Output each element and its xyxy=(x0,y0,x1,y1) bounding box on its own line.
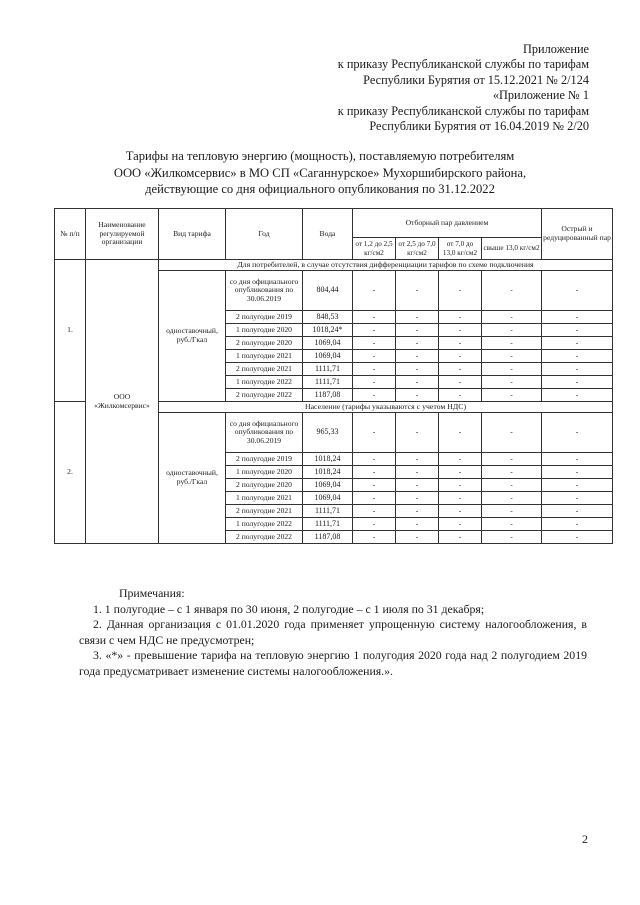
period-cell: 2 полугодие 2020 xyxy=(226,479,303,492)
water-value: 965,33 xyxy=(303,413,353,453)
water-value: 1069,04 xyxy=(303,337,353,350)
empty-value-cell: - xyxy=(396,531,439,544)
section-num: 1. xyxy=(55,260,86,402)
header-steam: Отборный пар давлением xyxy=(353,209,542,238)
water-value: 1018,24* xyxy=(303,324,353,337)
notes-title: Примечания: xyxy=(119,586,185,600)
empty-value-cell: - xyxy=(396,324,439,337)
empty-value-cell: - xyxy=(439,350,482,363)
empty-value-cell: - xyxy=(396,413,439,453)
empty-value-cell: - xyxy=(353,505,396,518)
empty-value-cell: - xyxy=(396,518,439,531)
water-value: 1111,71 xyxy=(303,505,353,518)
water-value: 1069,04 xyxy=(303,479,353,492)
empty-value-cell: - xyxy=(439,311,482,324)
period-cell: 1 полугодие 2020 xyxy=(226,324,303,337)
header-water: Вода xyxy=(303,209,353,260)
empty-value-cell: - xyxy=(542,311,613,324)
empty-value-cell: - xyxy=(353,531,396,544)
empty-value-cell: - xyxy=(353,363,396,376)
empty-value-cell: - xyxy=(396,350,439,363)
notes xyxy=(79,586,587,680)
period-cell: со дня официального опубликования по 30.06.2019 xyxy=(226,413,303,453)
empty-value-cell: - xyxy=(353,337,396,350)
empty-value-cell: - xyxy=(353,350,396,363)
empty-value-cell: - xyxy=(482,350,542,363)
empty-value-cell: - xyxy=(353,376,396,389)
period-cell: 2 полугодие 2021 xyxy=(226,505,303,518)
water-value: 1187,08 xyxy=(303,531,353,544)
document-header xyxy=(229,42,589,134)
header-steam-sub: свыше 13,0 кг/см2 xyxy=(482,238,542,260)
header-year: Год xyxy=(226,209,303,260)
header-steam-sub: от 1,2 до 2,5 кг/см2 xyxy=(353,238,396,260)
organization-name: ООО «Жилкомсервис» xyxy=(86,260,159,544)
period-cell: 2 полугодие 2019 xyxy=(226,311,303,324)
empty-value-cell: - xyxy=(396,505,439,518)
empty-value-cell: - xyxy=(542,413,613,453)
empty-value-cell: - xyxy=(542,389,613,402)
section-num: 2. xyxy=(55,402,86,544)
note-item: 3. «*» - превышение тарифа на тепловую энергию 1 полугодия 2020 года над 2 полугодием 2019 года предусматривает изменение системы налогообложения.». xyxy=(79,648,587,678)
page-number: 2 xyxy=(582,832,588,846)
empty-value-cell: - xyxy=(482,492,542,505)
header-line: Республики Бурятия от 15.12.2021 № 2/124 xyxy=(363,72,589,87)
empty-value-cell: - xyxy=(439,479,482,492)
empty-value-cell: - xyxy=(439,466,482,479)
empty-value-cell: - xyxy=(482,324,542,337)
header-organization: Наименование регулируемой организации xyxy=(86,209,159,260)
empty-value-cell: - xyxy=(396,376,439,389)
empty-value-cell: - xyxy=(482,466,542,479)
empty-value-cell: - xyxy=(439,363,482,376)
empty-value-cell: - xyxy=(353,518,396,531)
empty-value-cell: - xyxy=(482,479,542,492)
empty-value-cell: - xyxy=(439,505,482,518)
empty-value-cell: - xyxy=(439,324,482,337)
period-cell: 1 полугодие 2022 xyxy=(226,376,303,389)
water-value: 1069,04 xyxy=(303,350,353,363)
header-steam-sub: от 2,5 до 7,0 кг/см2 xyxy=(396,238,439,260)
header-steam-sub: от 7,0 до 13,0 кг/см2 xyxy=(439,238,482,260)
section-caption: Население (тарифы указываются с учетом НДС) xyxy=(159,402,613,413)
empty-value-cell: - xyxy=(353,466,396,479)
period-cell: 2 полугодие 2020 xyxy=(226,337,303,350)
tariff-table xyxy=(54,208,613,544)
title-line: ООО «Жилкомсервис» в МО СП «Саганнурское» Мухоршибирского района, xyxy=(113,165,527,180)
empty-value-cell: - xyxy=(396,311,439,324)
empty-value-cell: - xyxy=(353,389,396,402)
empty-value-cell: - xyxy=(482,376,542,389)
empty-value-cell: - xyxy=(542,271,613,311)
empty-value-cell: - xyxy=(482,271,542,311)
empty-value-cell: - xyxy=(542,492,613,505)
empty-value-cell: - xyxy=(439,389,482,402)
empty-value-cell: - xyxy=(542,350,613,363)
empty-value-cell: - xyxy=(439,337,482,350)
water-value: 1018,24 xyxy=(303,453,353,466)
period-cell: 1 полугодие 2022 xyxy=(226,518,303,531)
period-cell: 2 полугодие 2021 xyxy=(226,363,303,376)
header-sharp-steam: Острый и редуцированный пар xyxy=(542,209,613,260)
water-value: 848,53 xyxy=(303,311,353,324)
water-value: 804,44 xyxy=(303,271,353,311)
empty-value-cell: - xyxy=(396,466,439,479)
empty-value-cell: - xyxy=(542,518,613,531)
period-cell: 1 полугодие 2021 xyxy=(226,350,303,363)
empty-value-cell: - xyxy=(353,453,396,466)
empty-value-cell: - xyxy=(439,453,482,466)
note-item: 2. Данная организация с 01.01.2020 года применяет упрощенную систему налогообложения, в связи с чем НДС не предусмотрен; xyxy=(79,617,587,647)
empty-value-cell: - xyxy=(482,363,542,376)
empty-value-cell: - xyxy=(482,518,542,531)
empty-value-cell: - xyxy=(542,337,613,350)
empty-value-cell: - xyxy=(542,363,613,376)
empty-value-cell: - xyxy=(353,413,396,453)
empty-value-cell: - xyxy=(482,505,542,518)
header-num: № п/п xyxy=(55,209,86,260)
empty-value-cell: - xyxy=(439,413,482,453)
note-item: 1. 1 полугодие – с 1 января по 30 июня, 2 полугодие – с 1 июля по 31 декабря; xyxy=(93,601,485,616)
header-line: «Приложение № 1 xyxy=(492,88,589,103)
empty-value-cell: - xyxy=(396,363,439,376)
water-value: 1111,71 xyxy=(303,376,353,389)
water-value: 1111,71 xyxy=(303,363,353,376)
water-value: 1187,08 xyxy=(303,389,353,402)
empty-value-cell: - xyxy=(439,518,482,531)
header-line: к приказу Республиканской службы по тарифам xyxy=(337,103,589,118)
empty-value-cell: - xyxy=(542,466,613,479)
title-line: Тарифы на тепловую энергию (мощность), поставляемую потребителям xyxy=(125,149,515,163)
empty-value-cell: - xyxy=(439,376,482,389)
water-value: 1018,24 xyxy=(303,466,353,479)
empty-value-cell: - xyxy=(482,453,542,466)
empty-value-cell: - xyxy=(396,337,439,350)
empty-value-cell: - xyxy=(482,413,542,453)
section-caption: Для потребителей, в случае отсутствия дифференциации тарифов по схеме подключения xyxy=(159,260,613,271)
period-cell: 2 полугодие 2019 xyxy=(226,453,303,466)
period-cell: 1 полугодие 2020 xyxy=(226,466,303,479)
empty-value-cell: - xyxy=(542,479,613,492)
tariff-type: одноставочный, руб./Гкал xyxy=(159,271,226,402)
empty-value-cell: - xyxy=(542,453,613,466)
empty-value-cell: - xyxy=(482,337,542,350)
empty-value-cell: - xyxy=(353,492,396,505)
empty-value-cell: - xyxy=(353,311,396,324)
empty-value-cell: - xyxy=(396,492,439,505)
tariff-type: одноставочный, руб./Гкал xyxy=(159,413,226,544)
period-cell: 1 полугодие 2021 xyxy=(226,492,303,505)
empty-value-cell: - xyxy=(482,311,542,324)
empty-value-cell: - xyxy=(542,376,613,389)
empty-value-cell: - xyxy=(439,271,482,311)
header-line: к приказу Республиканской службы по тарифам xyxy=(337,57,589,72)
empty-value-cell: - xyxy=(439,531,482,544)
empty-value-cell: - xyxy=(396,453,439,466)
period-cell: 2 полугодие 2022 xyxy=(226,531,303,544)
empty-value-cell: - xyxy=(396,271,439,311)
empty-value-cell: - xyxy=(542,324,613,337)
empty-value-cell: - xyxy=(353,324,396,337)
water-value: 1069,04 xyxy=(303,492,353,505)
header-line: Приложение xyxy=(523,42,589,56)
empty-value-cell: - xyxy=(542,531,613,544)
empty-value-cell: - xyxy=(482,389,542,402)
water-value: 1111,71 xyxy=(303,518,353,531)
document-title xyxy=(60,148,580,198)
empty-value-cell: - xyxy=(396,479,439,492)
empty-value-cell: - xyxy=(482,531,542,544)
empty-value-cell: - xyxy=(396,389,439,402)
empty-value-cell: - xyxy=(439,492,482,505)
title-line: действующие со дня официального опубликования по 31.12.2022 xyxy=(145,182,495,197)
empty-value-cell: - xyxy=(542,505,613,518)
period-cell: 2 полугодие 2022 xyxy=(226,389,303,402)
header-tariff-type: Вид тарифа xyxy=(159,209,226,260)
period-cell: со дня официального опубликования по 30.06.2019 xyxy=(226,271,303,311)
empty-value-cell: - xyxy=(353,479,396,492)
header-line: Республики Бурятия от 16.04.2019 № 2/20 xyxy=(369,119,589,134)
empty-value-cell: - xyxy=(353,271,396,311)
